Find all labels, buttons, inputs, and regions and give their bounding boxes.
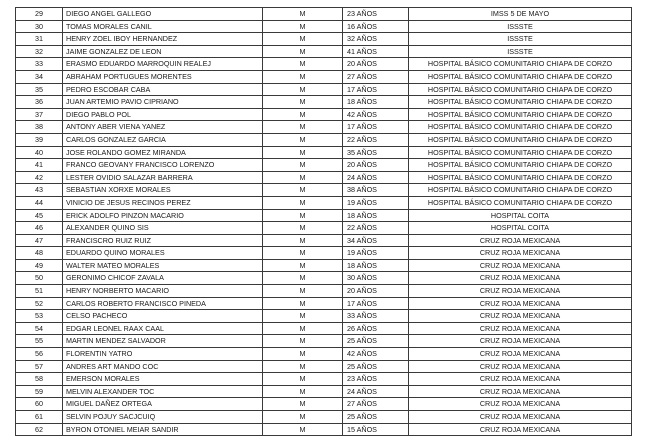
patient-age: 17 AÑOS <box>343 121 409 134</box>
institution-name: HOSPITAL BÁSICO COMUNITARIO CHIAPA DE CORZO <box>409 108 632 121</box>
row-number: 50 <box>16 272 63 285</box>
patient-name: TOMAS MORALES CANIL <box>63 20 263 33</box>
row-number: 46 <box>16 222 63 235</box>
row-number: 54 <box>16 322 63 335</box>
patient-age: 20 AÑOS <box>343 159 409 172</box>
patient-name: ERASMO EDUARDO MARROQUIN REALEJ <box>63 58 263 71</box>
patient-name: JOSE ROLANDO GOMEZ MIRANDA <box>63 146 263 159</box>
row-number: 49 <box>16 259 63 272</box>
institution-name: CRUZ ROJA MEXICANA <box>409 259 632 272</box>
patient-name: HENRY ZOEL IBOY HERNANDEZ <box>63 33 263 46</box>
patient-age: 27 AÑOS <box>343 398 409 411</box>
institution-name: HOSPITAL BÁSICO COMUNITARIO CHIAPA DE CORZO <box>409 83 632 96</box>
institution-name: CRUZ ROJA MEXICANA <box>409 297 632 310</box>
institution-name: CRUZ ROJA MEXICANA <box>409 322 632 335</box>
patient-sex: M <box>263 70 343 83</box>
patient-age: 20 AÑOS <box>343 285 409 298</box>
patient-name: ERICK ADOLFO PINZON MACARIO <box>63 209 263 222</box>
table-row <box>16 70 632 83</box>
patient-name: PEDRO ESCOBAR CABA <box>63 83 263 96</box>
table-row <box>16 423 632 436</box>
institution-name: HOSPITAL BÁSICO COMUNITARIO CHIAPA DE CORZO <box>409 184 632 197</box>
patient-sex: M <box>263 234 343 247</box>
institution-name: HOSPITAL BÁSICO COMUNITARIO CHIAPA DE CORZO <box>409 58 632 71</box>
row-number: 57 <box>16 360 63 373</box>
institution-name: ISSSTE <box>409 33 632 46</box>
institution-name: CRUZ ROJA MEXICANA <box>409 373 632 386</box>
table-row <box>16 58 632 71</box>
table-row <box>16 184 632 197</box>
patient-sex: M <box>263 398 343 411</box>
patient-sex: M <box>263 20 343 33</box>
patient-sex: M <box>263 159 343 172</box>
patient-sex: M <box>263 83 343 96</box>
patient-name: CARLOS ROBERTO FRANCISCO PINEDA <box>63 297 263 310</box>
patient-name: ABRAHAM PORTUGUES MORENTES <box>63 70 263 83</box>
patient-age: 33 AÑOS <box>343 310 409 323</box>
institution-name: ISSSTE <box>409 20 632 33</box>
institution-name: CRUZ ROJA MEXICANA <box>409 310 632 323</box>
row-number: 38 <box>16 121 63 134</box>
patient-name: CARLOS GONZALEZ GARCIA <box>63 133 263 146</box>
table-row <box>16 45 632 58</box>
table-row <box>16 322 632 335</box>
patient-age: 38 AÑOS <box>343 184 409 197</box>
institution-name: HOSPITAL BÁSICO COMUNITARIO CHIAPA DE CORZO <box>409 146 632 159</box>
patient-sex: M <box>263 45 343 58</box>
institution-name: HOSPITAL COITA <box>409 222 632 235</box>
patient-name: ALEXANDER QUINO SIS <box>63 222 263 235</box>
patient-name: HENRY NORBERTO MACARIO <box>63 285 263 298</box>
patient-age: 19 AÑOS <box>343 247 409 260</box>
institution-name: HOSPITAL BÁSICO COMUNITARIO CHIAPA DE CORZO <box>409 133 632 146</box>
patient-sex: M <box>263 8 343 21</box>
patient-age: 27 AÑOS <box>343 70 409 83</box>
patient-name: FRANCO GEOVANY FRANCISCO LORENZO <box>63 159 263 172</box>
row-number: 58 <box>16 373 63 386</box>
table-row <box>16 20 632 33</box>
patient-age: 42 AÑOS <box>343 108 409 121</box>
row-number: 44 <box>16 196 63 209</box>
patient-name: GERONIMO CHICOF ZAVALA <box>63 272 263 285</box>
table-row <box>16 209 632 222</box>
patient-age: 24 AÑOS <box>343 385 409 398</box>
institution-name: HOSPITAL BÁSICO COMUNITARIO CHIAPA DE CORZO <box>409 96 632 109</box>
row-number: 59 <box>16 385 63 398</box>
row-number: 31 <box>16 33 63 46</box>
table-row <box>16 96 632 109</box>
institution-name: CRUZ ROJA MEXICANA <box>409 385 632 398</box>
patient-sex: M <box>263 285 343 298</box>
table-row <box>16 83 632 96</box>
patient-sex: M <box>263 423 343 436</box>
patient-age: 15 AÑOS <box>343 423 409 436</box>
row-number: 35 <box>16 83 63 96</box>
patient-age: 34 AÑOS <box>343 234 409 247</box>
patient-sex: M <box>263 373 343 386</box>
institution-name: CRUZ ROJA MEXICANA <box>409 398 632 411</box>
table-row <box>16 222 632 235</box>
institution-name: ISSSTE <box>409 45 632 58</box>
patient-name: ANTONY ABER VIENA YANEZ <box>63 121 263 134</box>
patient-age: 26 AÑOS <box>343 322 409 335</box>
table-row <box>16 348 632 361</box>
row-number: 43 <box>16 184 63 197</box>
patient-age: 20 AÑOS <box>343 58 409 71</box>
institution-name: HOSPITAL BÁSICO COMUNITARIO CHIAPA DE CORZO <box>409 159 632 172</box>
patient-age: 22 AÑOS <box>343 133 409 146</box>
patient-age: 35 AÑOS <box>343 146 409 159</box>
row-number: 61 <box>16 411 63 424</box>
patient-name: MIGUEL DAÑEZ ORTEGA <box>63 398 263 411</box>
patient-age: 41 AÑOS <box>343 45 409 58</box>
patient-sex: M <box>263 58 343 71</box>
patient-sex: M <box>263 335 343 348</box>
table-row <box>16 373 632 386</box>
patient-age: 23 AÑOS <box>343 8 409 21</box>
patient-sex: M <box>263 385 343 398</box>
institution-name: CRUZ ROJA MEXICANA <box>409 272 632 285</box>
patient-name: SEBASTIAN XORXE MORALES <box>63 184 263 197</box>
patient-name: DIEGO PABLO POL <box>63 108 263 121</box>
table-row <box>16 272 632 285</box>
patient-age: 25 AÑOS <box>343 360 409 373</box>
patient-table-body <box>16 8 632 436</box>
patient-age: 18 AÑOS <box>343 96 409 109</box>
patient-sex: M <box>263 146 343 159</box>
row-number: 51 <box>16 285 63 298</box>
patient-age: 17 AÑOS <box>343 83 409 96</box>
patient-sex: M <box>263 184 343 197</box>
patient-sex: M <box>263 222 343 235</box>
patient-sex: M <box>263 108 343 121</box>
institution-name: CRUZ ROJA MEXICANA <box>409 285 632 298</box>
patient-age: 23 AÑOS <box>343 373 409 386</box>
table-row <box>16 385 632 398</box>
patient-sex: M <box>263 259 343 272</box>
patient-name: EDGAR LEONEL RAAX CAAL <box>63 322 263 335</box>
patient-name: JUAN ARTEMIO PAVIO CIPRIANO <box>63 96 263 109</box>
table-row <box>16 335 632 348</box>
institution-name: CRUZ ROJA MEXICANA <box>409 423 632 436</box>
patient-sex: M <box>263 360 343 373</box>
table-row <box>16 310 632 323</box>
patient-age: 19 AÑOS <box>343 196 409 209</box>
row-number: 56 <box>16 348 63 361</box>
table-row <box>16 297 632 310</box>
patient-name: BYRON OTONIEL MEIAR SANDIR <box>63 423 263 436</box>
patient-age: 24 AÑOS <box>343 171 409 184</box>
institution-name: IMSS 5 DE MAYO <box>409 8 632 21</box>
patient-sex: M <box>263 96 343 109</box>
institution-name: CRUZ ROJA MEXICANA <box>409 247 632 260</box>
patient-name: EDUARDO QUINO MORALES <box>63 247 263 260</box>
row-number: 41 <box>16 159 63 172</box>
patient-age: 16 AÑOS <box>343 20 409 33</box>
institution-name: CRUZ ROJA MEXICANA <box>409 234 632 247</box>
patient-sex: M <box>263 133 343 146</box>
patient-name: CELSO PACHECO <box>63 310 263 323</box>
row-number: 60 <box>16 398 63 411</box>
patient-sex: M <box>263 297 343 310</box>
patient-sex: M <box>263 411 343 424</box>
patient-sex: M <box>263 209 343 222</box>
institution-name: HOSPITAL BÁSICO COMUNITARIO CHIAPA DE CORZO <box>409 196 632 209</box>
patient-age: 18 AÑOS <box>343 209 409 222</box>
patient-name: MELVIN ALEXANDER TOC <box>63 385 263 398</box>
patient-age: 25 AÑOS <box>343 335 409 348</box>
patient-name: ANDRES ART MANDO COC <box>63 360 263 373</box>
table-row <box>16 171 632 184</box>
row-number: 39 <box>16 133 63 146</box>
patient-name: VINICIO DE JESUS RECINOS PEREZ <box>63 196 263 209</box>
table-row <box>16 360 632 373</box>
patient-name: EMERSON MORALES <box>63 373 263 386</box>
table-row <box>16 234 632 247</box>
patient-age: 18 AÑOS <box>343 259 409 272</box>
table-row <box>16 285 632 298</box>
row-number: 29 <box>16 8 63 21</box>
table-row <box>16 33 632 46</box>
patient-name: MARTIN MENDEZ SALVADOR <box>63 335 263 348</box>
institution-name: CRUZ ROJA MEXICANA <box>409 348 632 361</box>
institution-name: CRUZ ROJA MEXICANA <box>409 335 632 348</box>
patient-sex: M <box>263 171 343 184</box>
patient-name: FLORENTIN YATRO <box>63 348 263 361</box>
row-number: 47 <box>16 234 63 247</box>
row-number: 30 <box>16 20 63 33</box>
patient-sex: M <box>263 121 343 134</box>
row-number: 42 <box>16 171 63 184</box>
patient-name: WALTER MATEO MORALES <box>63 259 263 272</box>
institution-name: CRUZ ROJA MEXICANA <box>409 360 632 373</box>
patient-age: 25 AÑOS <box>343 411 409 424</box>
table-row <box>16 398 632 411</box>
table-row <box>16 196 632 209</box>
table-row <box>16 121 632 134</box>
patient-name: LESTER OVIDIO SALAZAR BARRERA <box>63 171 263 184</box>
table-row <box>16 259 632 272</box>
table-row <box>16 411 632 424</box>
institution-name: HOSPITAL COITA <box>409 209 632 222</box>
patient-sex: M <box>263 247 343 260</box>
patient-sex: M <box>263 348 343 361</box>
patient-age: 42 AÑOS <box>343 348 409 361</box>
row-number: 34 <box>16 70 63 83</box>
institution-name: HOSPITAL BÁSICO COMUNITARIO CHIAPA DE CORZO <box>409 171 632 184</box>
institution-name: CRUZ ROJA MEXICANA <box>409 411 632 424</box>
table-row <box>16 159 632 172</box>
table-row <box>16 8 632 21</box>
patient-sex: M <box>263 310 343 323</box>
row-number: 53 <box>16 310 63 323</box>
institution-name: HOSPITAL BÁSICO COMUNITARIO CHIAPA DE CORZO <box>409 70 632 83</box>
table-row <box>16 133 632 146</box>
table-row <box>16 108 632 121</box>
table-row <box>16 247 632 260</box>
institution-name: HOSPITAL BÁSICO COMUNITARIO CHIAPA DE CORZO <box>409 121 632 134</box>
row-number: 52 <box>16 297 63 310</box>
row-number: 36 <box>16 96 63 109</box>
row-number: 40 <box>16 146 63 159</box>
patient-age: 17 AÑOS <box>343 297 409 310</box>
table-row <box>16 146 632 159</box>
patient-name: DIEGO ANGEL GALLEGO <box>63 8 263 21</box>
row-number: 37 <box>16 108 63 121</box>
row-number: 33 <box>16 58 63 71</box>
patient-name: FRANCISCRO RUIZ RUIZ <box>63 234 263 247</box>
patient-name: JAIME GONZALEZ DE LEON <box>63 45 263 58</box>
patient-sex: M <box>263 33 343 46</box>
row-number: 32 <box>16 45 63 58</box>
patient-age: 22 AÑOS <box>343 222 409 235</box>
patient-sex: M <box>263 196 343 209</box>
row-number: 55 <box>16 335 63 348</box>
row-number: 48 <box>16 247 63 260</box>
patient-table <box>15 7 632 436</box>
patient-sex: M <box>263 322 343 335</box>
row-number: 45 <box>16 209 63 222</box>
row-number: 62 <box>16 423 63 436</box>
patient-age: 32 AÑOS <box>343 33 409 46</box>
patient-age: 30 AÑOS <box>343 272 409 285</box>
patient-name: SELVIN POJUY SACJCUIQ <box>63 411 263 424</box>
patient-sex: M <box>263 272 343 285</box>
